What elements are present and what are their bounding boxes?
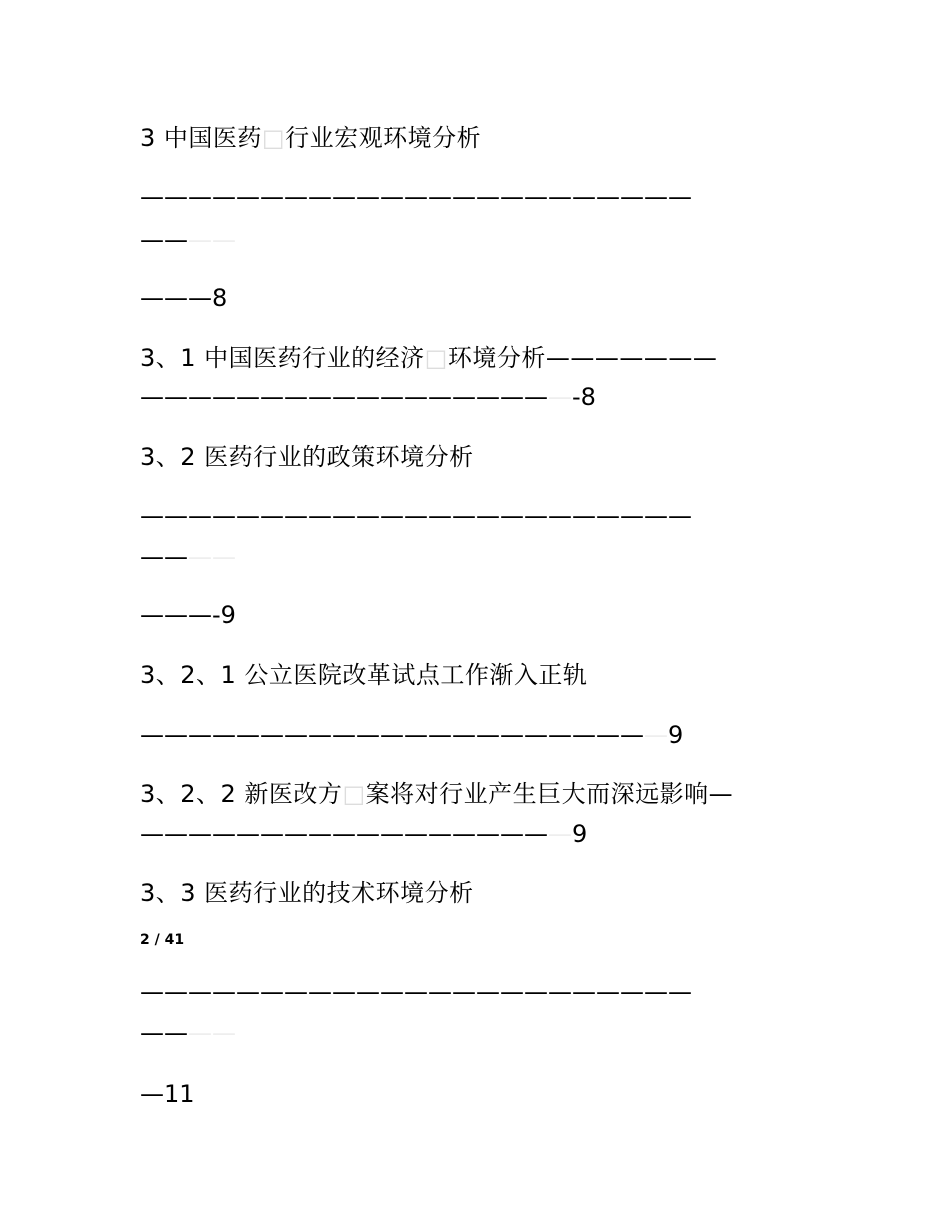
toc-entry-label-cont: 环境分析——————— [447, 344, 718, 372]
toc-leader-dashes [140, 720, 683, 750]
leader-dash-run: ————————————————— [140, 820, 548, 848]
toc-entry-3-3[interactable] [140, 878, 474, 908]
toc-entry-3-1[interactable] [140, 343, 717, 373]
toc-page-ref[interactable] [140, 600, 236, 630]
toc-entry-label: 3、3 医药行业的技术环境分析 [140, 879, 474, 907]
blank-glyph: □ [342, 780, 366, 808]
leader-dash-run: ————————————————————— [140, 721, 644, 749]
leader-dash-faint: —— [188, 1019, 236, 1047]
toc-leader-dashes [140, 542, 236, 572]
leader-page-number: ———-9 [140, 601, 236, 629]
toc-leader-dashes [140, 382, 596, 412]
toc-leader-dashes [140, 1018, 236, 1048]
toc-leader-dashes [140, 977, 692, 1007]
leader-dash-faint: — [644, 721, 668, 749]
leader-dash-faint: — [548, 383, 572, 411]
leader-dash-run: ——————————————————————— [140, 978, 692, 1006]
leader-dash-run: ——————————————————————— [140, 502, 692, 530]
toc-entry-label: 3 中国医药 [140, 124, 262, 152]
toc-entry-label: 3、1 中国医药行业的经济 [140, 344, 425, 372]
toc-leader-dashes [140, 819, 587, 849]
toc-leader-dashes [140, 501, 692, 531]
toc-entry-label-cont: 行业宏观环境分析 [285, 124, 482, 152]
leader-page-number: ———8 [140, 284, 228, 312]
toc-entry-3-2-2[interactable] [140, 779, 733, 809]
blank-glyph: □ [261, 124, 286, 152]
leader-dash-run: ——————————————————————— [140, 183, 692, 211]
page-number: 2 / 41 [140, 932, 185, 948]
leader-dash-run: ————————————————— [140, 383, 548, 411]
leader-page-number: —11 [140, 1080, 195, 1108]
leader-dash-faint: — [548, 820, 572, 848]
leader-dash-run: —— [140, 1019, 188, 1047]
toc-page-ref[interactable]: 9 [668, 721, 684, 749]
toc-page-ref[interactable] [140, 1079, 195, 1109]
toc-entry-label: 3、2、2 新医改方 [140, 780, 343, 808]
toc-page-ref[interactable]: -8 [572, 383, 596, 411]
toc-entry-3-2[interactable] [140, 442, 474, 472]
leader-dash-run: —— [140, 543, 188, 571]
toc-leader-dashes [140, 182, 692, 212]
toc-page-ref[interactable]: 9 [572, 820, 588, 848]
leader-dash-faint: —— [188, 543, 236, 571]
toc-entry-3[interactable] [140, 123, 481, 153]
toc-entry-label-cont: 案将对行业产生巨大而深远影响— [365, 780, 734, 808]
toc-page-ref[interactable] [140, 283, 227, 313]
leader-dash-run: —— [140, 226, 188, 254]
toc-leader-dashes [140, 225, 236, 255]
blank-glyph: □ [424, 344, 448, 372]
toc-entry-label: 3、2、1 公立医院改革试点工作渐入正轨 [140, 661, 588, 689]
toc-entry-label: 3、2 医药行业的政策环境分析 [140, 443, 474, 471]
leader-dash-faint: —— [188, 226, 236, 254]
toc-entry-3-2-1[interactable] [140, 660, 587, 690]
